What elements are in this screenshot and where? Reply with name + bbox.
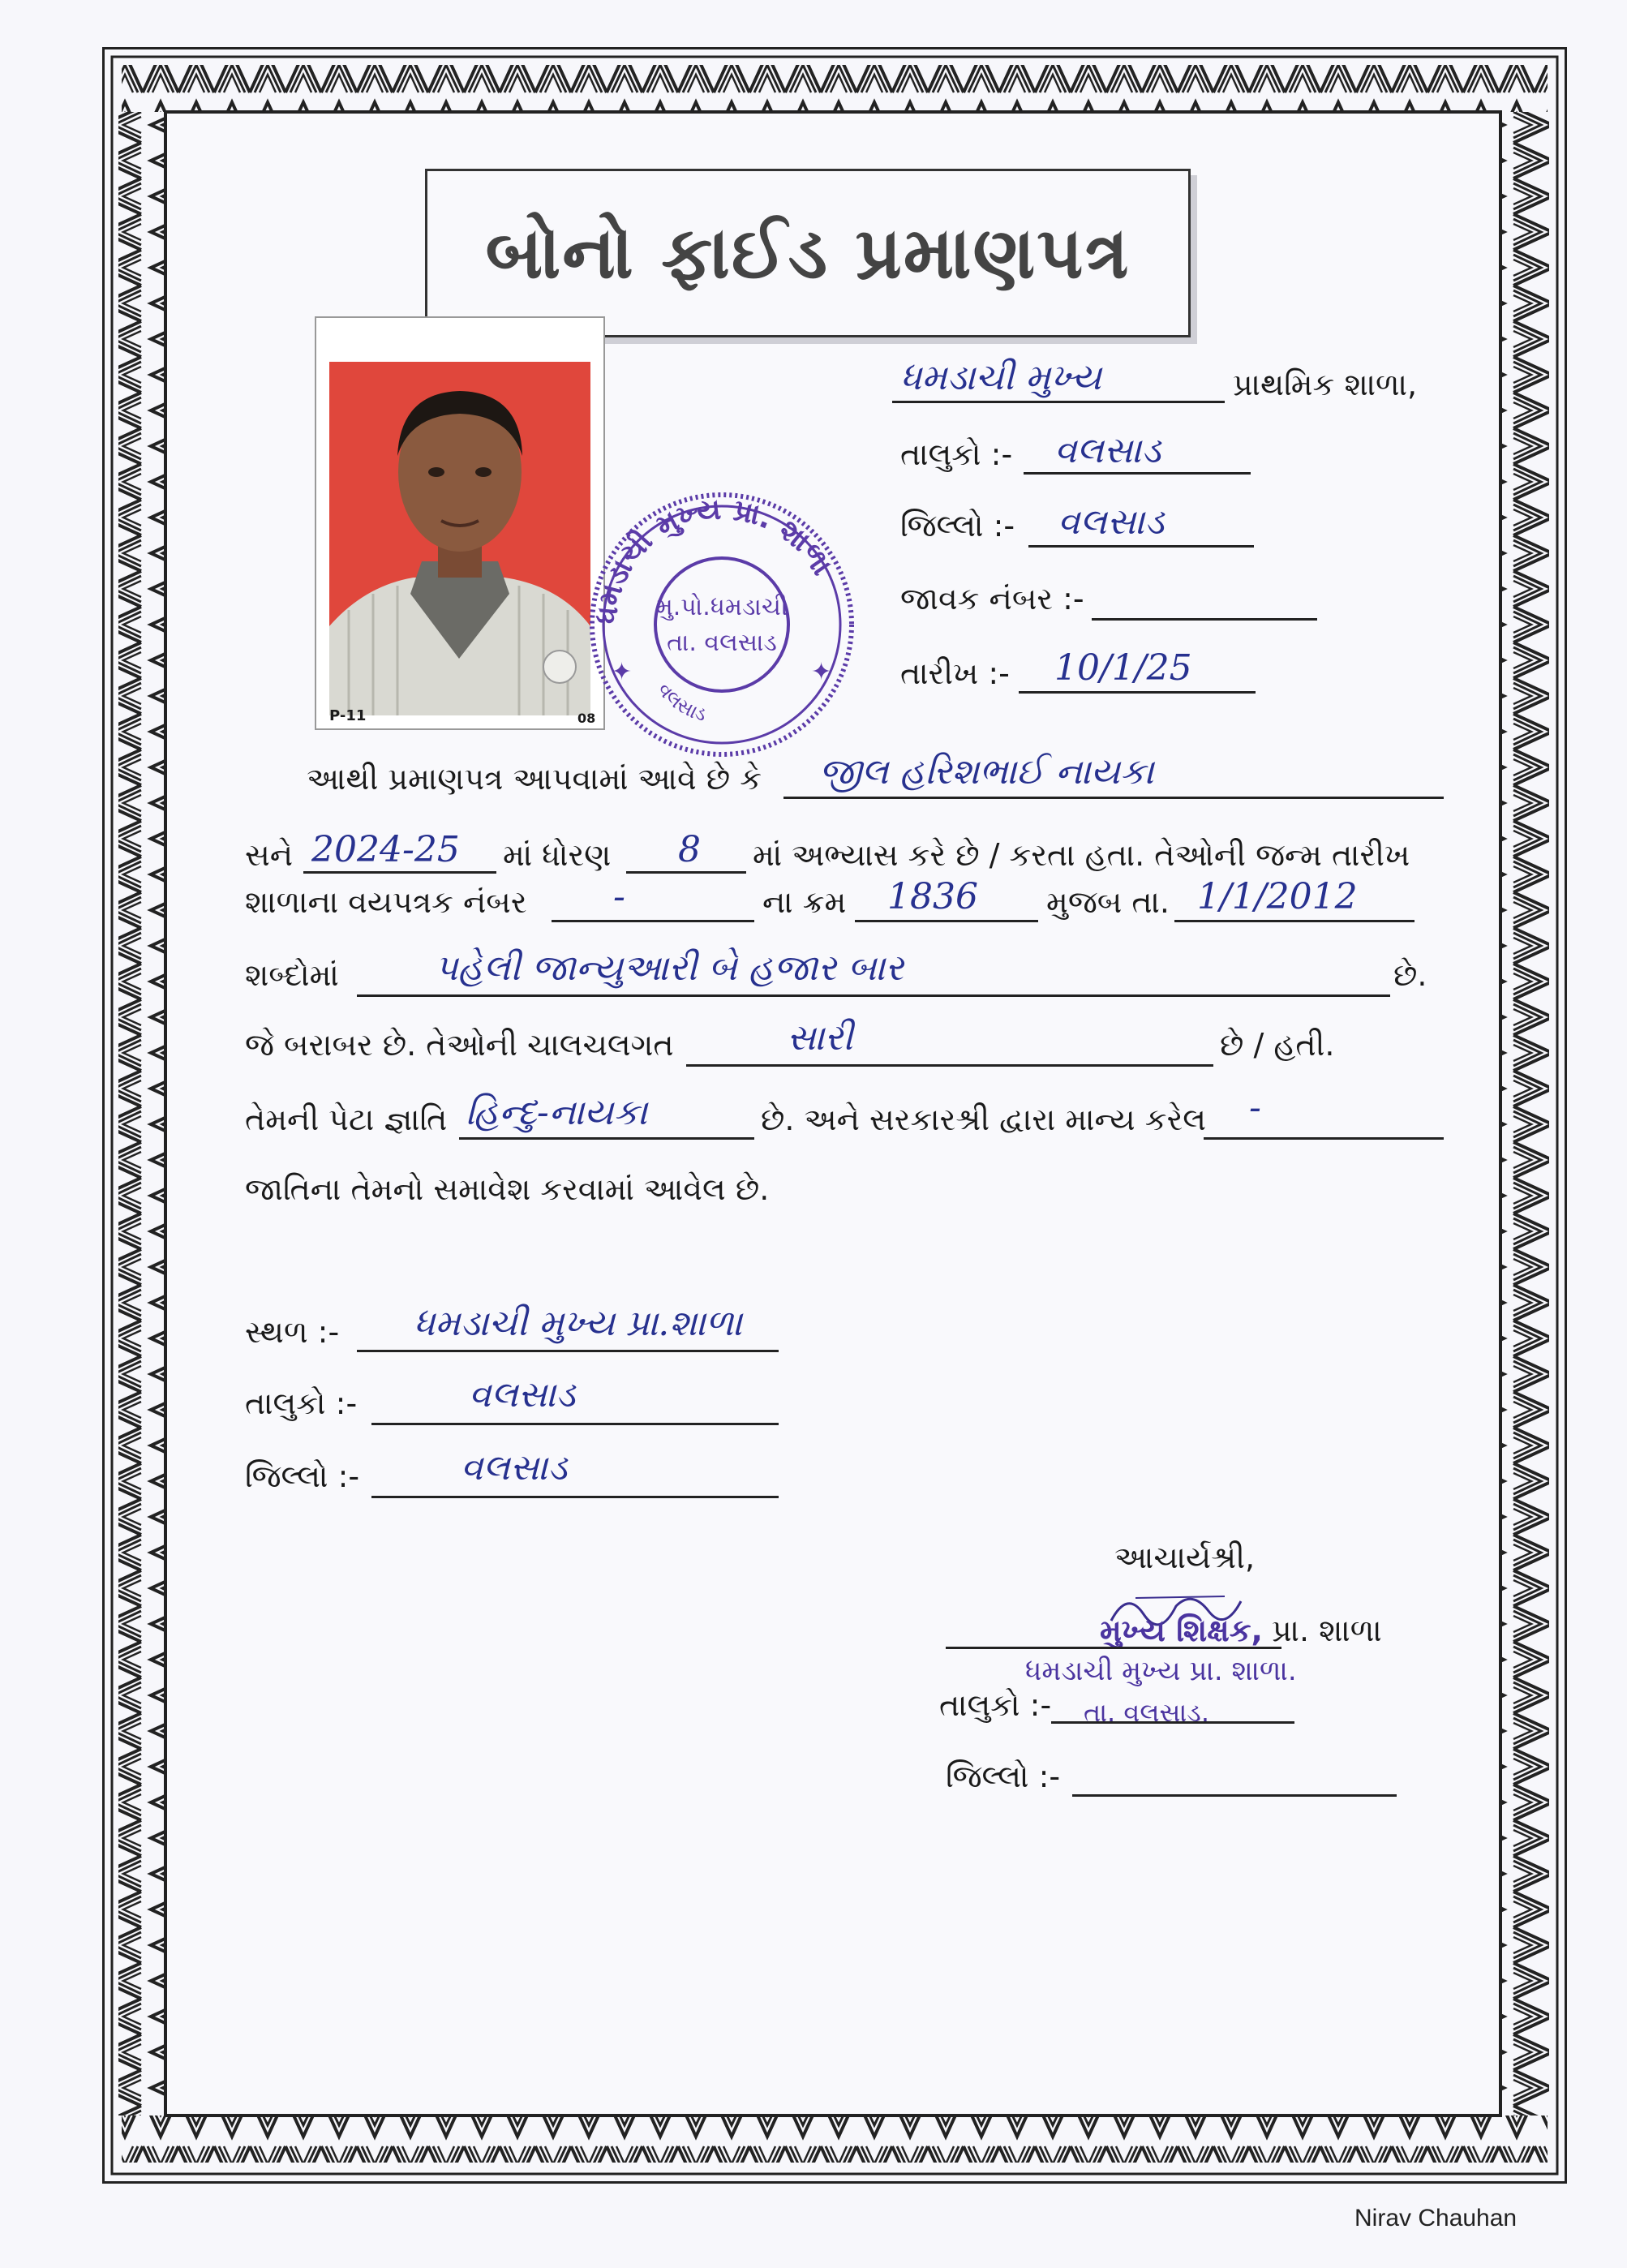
header-taluka-line <box>1024 472 1251 475</box>
serial-value: 1836 <box>887 876 978 917</box>
student-photo-image <box>316 318 603 728</box>
year-value: 2024-25 <box>311 829 460 870</box>
date-label: તારીખ :- <box>900 655 1010 691</box>
standard-line <box>626 871 746 874</box>
body-line7: જાતિના તેમનો સમાવેશ કરવામાં આવેલ છે. <box>245 1171 770 1207</box>
taluka-stamp-line: તા. વલસાડ. <box>1084 1697 1210 1728</box>
recognized-caste-value: - <box>1249 1087 1261 1128</box>
standard-value: 8 <box>678 829 701 870</box>
signature-taluka-line <box>1051 1721 1294 1724</box>
serial-line <box>855 920 1038 922</box>
body-line3-b: ના ક્રમ <box>762 884 847 920</box>
year-line <box>303 871 496 874</box>
body-line1-label: આથી પ્રમાણપત્ર આપવામાં આવે છે કે <box>307 761 762 797</box>
principal-school-line <box>946 1647 1281 1649</box>
signature-district-line <box>1072 1794 1397 1797</box>
place-district-label: જિલ્લો :- <box>245 1458 360 1494</box>
student-name-line <box>783 797 1444 799</box>
body-line2-b: માં ધોરણ <box>503 837 612 873</box>
header-taluka-label: તાલુકો :- <box>900 436 1013 472</box>
place-taluka-label: તાલુકો :- <box>245 1385 358 1421</box>
body-line4-a: શબ્દોમાં <box>245 957 339 993</box>
principal-label: આચાર્યશ્રી, <box>1114 1540 1256 1575</box>
body-line2-c: માં અભ્યાસ કરે છે / કરતા હતા. તેઓની જન્મ તારીખ <box>753 837 1410 873</box>
school-suffix-label: પ્રાથમિક શાળા, <box>1233 367 1418 402</box>
school-name-value: ધમડાચી મુખ્ય <box>900 357 1101 398</box>
school-name-line <box>892 401 1225 403</box>
photo-code-left: P-11 <box>329 707 367 724</box>
body-line3-c: મુજબ તા. <box>1046 884 1170 920</box>
photo-code-right: 08 <box>577 711 596 726</box>
head-teacher-stamp: મુખ્ય શિક્ષક, <box>1100 1613 1263 1648</box>
dob-words-value: પહેલી જાન્યુઆરી બે હજાર બાર <box>435 947 904 989</box>
stamp-inner-bottom: તા. વલસાડ <box>667 629 777 657</box>
principal-school-suffix: પ્રા. શાળા <box>1272 1613 1382 1648</box>
svg-text:વલસાડ <box>653 679 709 726</box>
stamp-outer-text: ધમડાચી મુખ્ય પ્રા. શાળા <box>590 492 839 625</box>
body-line2-a: સને <box>245 837 294 873</box>
body-line3-a: શાળાના વયપત્રક નંબર <box>245 884 527 920</box>
date-line <box>1019 691 1256 694</box>
certificate-title: બોનો ફાઈડ પ્રમાણપત્ર <box>485 210 1131 294</box>
student-name-value: જીલ હરિશભાઈ નાયકા <box>819 751 1154 793</box>
school-stamp <box>568 470 876 771</box>
stamp-star-left: ✦ <box>612 658 633 686</box>
body-line6-a: તેમની પેટા જ્ઞાતિ <box>245 1102 448 1137</box>
header-district-line <box>1028 545 1254 548</box>
recognized-caste-line <box>1204 1137 1444 1140</box>
signature-district-label: જિલ્લો :- <box>946 1759 1061 1794</box>
dob-words-line <box>357 994 1390 997</box>
conduct-line <box>686 1064 1213 1067</box>
sub-caste-line <box>459 1137 754 1140</box>
header-taluka-value: વલસાડ <box>1054 430 1161 471</box>
inward-number-label: જાવક નંબર :- <box>900 581 1084 616</box>
dob-line <box>1174 920 1415 922</box>
place-line <box>357 1350 779 1352</box>
stamp-bottom-text: વલસાડ <box>653 678 709 726</box>
place-label: સ્થળ :- <box>245 1314 340 1350</box>
header-district-label: જિલ્લો :- <box>900 508 1015 543</box>
date-value: 10/1/25 <box>1054 647 1192 689</box>
school-stamp-line: ધમડાચી મુખ્ય પ્રા. શાળા. <box>1025 1655 1297 1687</box>
sub-caste-value: હિન્દુ-નાયકા <box>466 1092 648 1133</box>
title-box <box>425 169 1191 337</box>
body-line5-a: જે બરાબર છે. તેઓની ચાલચલગત <box>245 1027 674 1063</box>
inward-number-line <box>1092 618 1317 621</box>
place-district-line <box>371 1496 779 1498</box>
place-taluka-line <box>371 1423 779 1425</box>
stamp-star-right: ✦ <box>811 658 832 686</box>
dob-value: 1/1/2012 <box>1197 876 1358 917</box>
footer-credit: Nirav Chauhan <box>1354 2205 1518 2231</box>
body-line6-b: છે. અને સરકારશ્રી દ્વારા માન્ય કરેલ <box>761 1102 1206 1137</box>
body-line5-b: છે / હતી. <box>1220 1027 1335 1063</box>
register-value: - <box>613 876 625 917</box>
body-line4-b: છે. <box>1393 957 1427 993</box>
register-line <box>552 920 754 922</box>
place-value: ધમડાચી મુખ્ય પ્રા.શાળા <box>414 1303 743 1344</box>
place-taluka-value: વલસાડ <box>469 1374 576 1415</box>
signature-taluka-label: તાલુકો :- <box>939 1687 1052 1723</box>
stamp-inner-top: મુ.પો.ધમડાચી <box>655 593 788 621</box>
place-district-value: વલસાડ <box>461 1447 568 1488</box>
header-district-value: વલસાડ <box>1058 501 1165 543</box>
student-photo <box>315 316 605 730</box>
conduct-value: સારી <box>787 1017 853 1059</box>
